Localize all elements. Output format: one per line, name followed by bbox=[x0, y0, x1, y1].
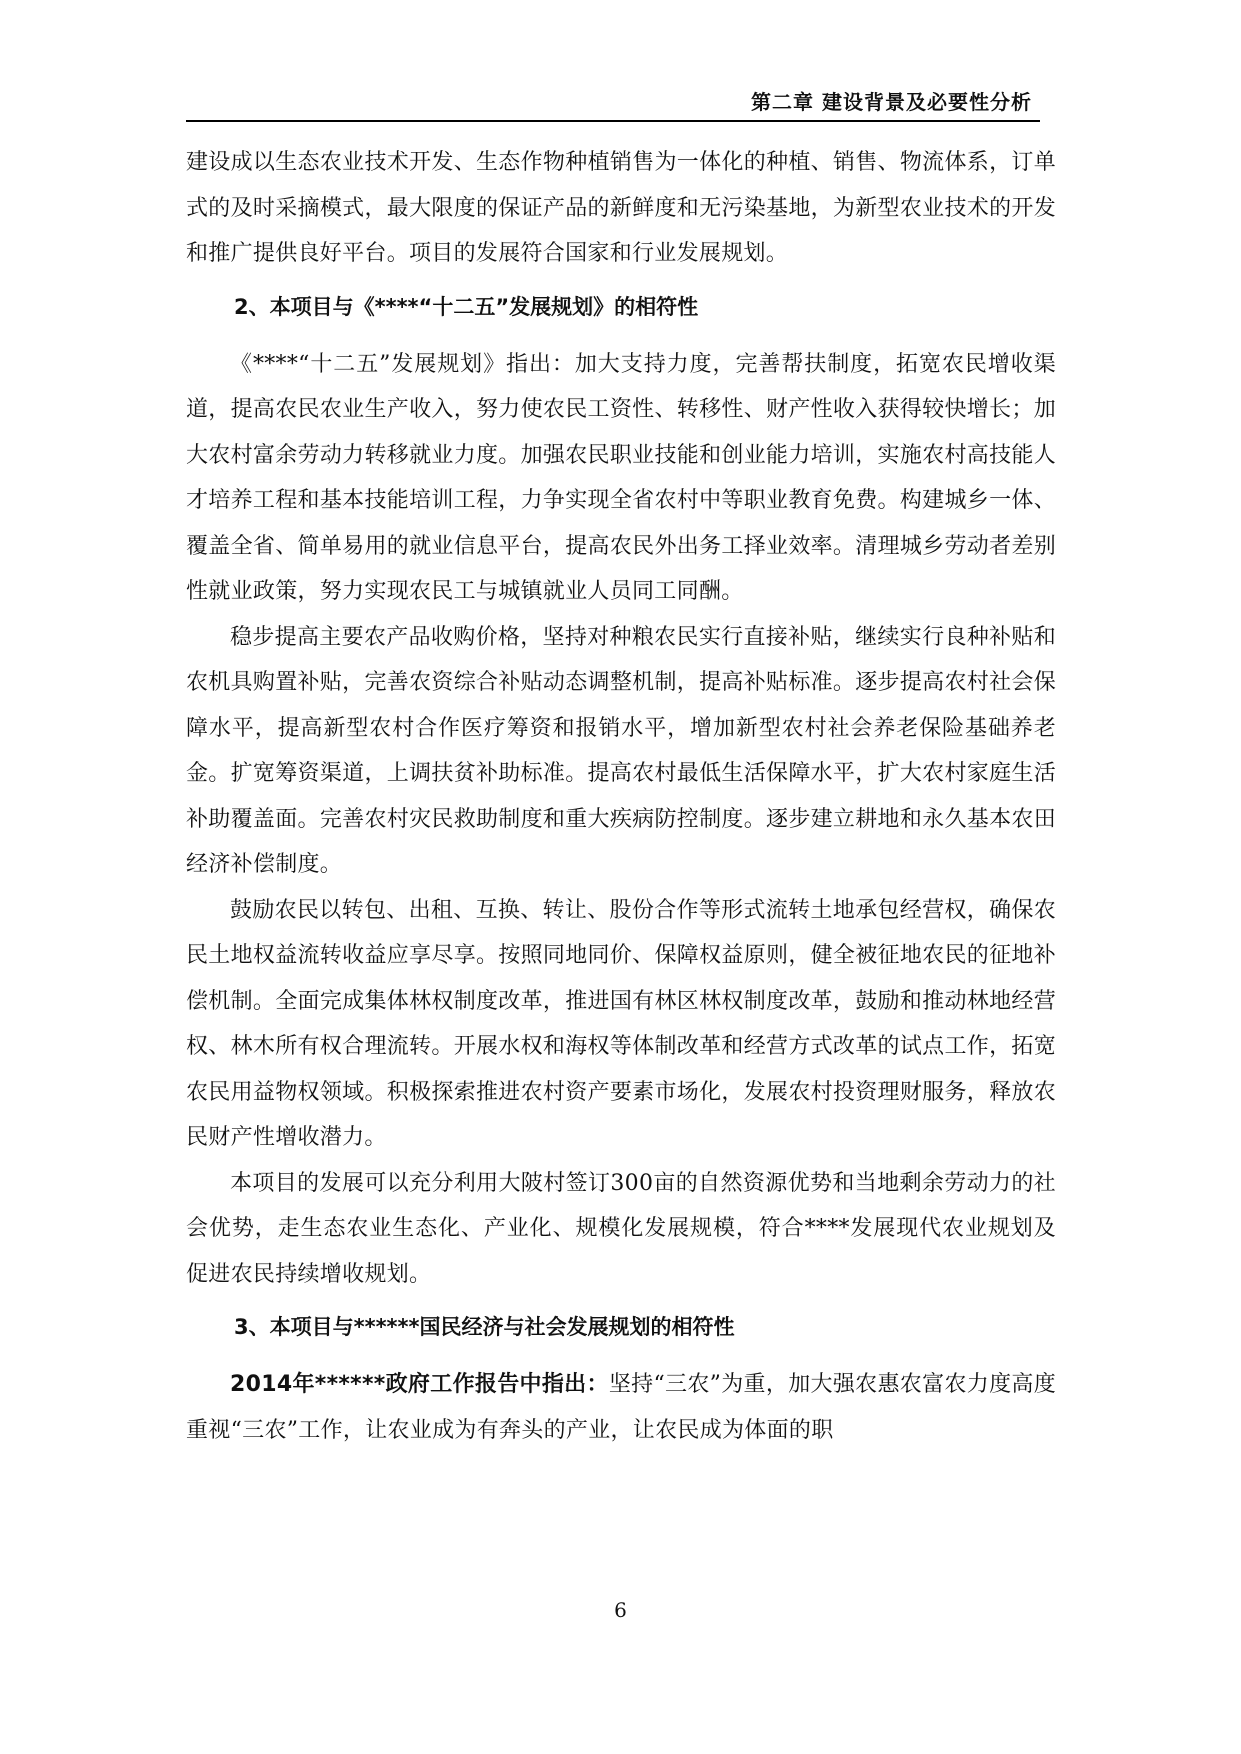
section-2-paragraph-2: 稳步提高主要农产品收购价格，坚持对种粮农民实行直接补贴，继续实行良种补贴和农机具购置补贴，完善农资综合补贴动态调整机制，提高补贴标准。逐步提高农村社会保障水平，提高新型农村合作医疗筹资和报销水平，增加新型农村社会养老保险基础养老金。扩宽筹资渠道，上调扶贫补助标准。提高农村最低生活保障水平，扩大农村家庭生活补助覆盖面。完善农村灾民救助制度和重大疾病防控制度。逐步建立耕地和永久基本农田经济补偿制度。 bbox=[186, 624, 1056, 877]
chapter-title: 第二章 建设背景及必要性分析 bbox=[751, 90, 1032, 114]
section-3-text: 坚持“三农”为重，加大强农惠农富农力度高度重视“三农”工作，让农业成为有奔头的产业，让农民成为体面的职 bbox=[186, 1372, 1057, 1443]
section-2-paragraph-3: 鼓励农民以转包、出租、互换、转让、股份合作等形式流转土地承包经营权，确保农民土地权益流转收益应享尽享。按照同地同价、保障权益原则，健全被征地农民的征地补偿机制。全面完成集体林权制度改革，推进国有林区林权制度改革，鼓励和推动林地经营权、林木所有权合理流转。开展水权和海权等体制改革和经营方式改革的试点工作，拓宽农民用益物权领域。积极探索推进农村资产要素市场化，发展农村投资理财服务，释放农民财产性增收潜力。 bbox=[186, 897, 1056, 1150]
section-3-lead: 2014年******政府工作报告中指出： bbox=[230, 1372, 609, 1397]
section-3-paragraph bbox=[186, 1362, 1056, 1453]
section-3-heading: 3、本项目与******国民经济与社会发展规划的相符性 bbox=[234, 1315, 735, 1339]
section-2-paragraph-4: 本项目的发展可以充分利用大陂村签订300亩的自然资源优势和当地剩余劳动力的社会优势，走生态农业生态化、产业化、规模化发展规模，符合****发展现代农业规划及促进农民持续增收规划。 bbox=[186, 1170, 1056, 1287]
section-2-paragraph-1: 《****“十二五”发展规划》指出：加大支持力度，完善帮扶制度，拓宽农民增收渠道，提高农民农业生产收入，努力使农民工资性、转移性、财产性收入获得较快增长；加大农村富余劳动力转移就业力度。加强农民职业技能和创业能力培训，实施农村高技能人才培养工程和基本技能培训工程，力争实现全省农村中等职业教育免费。构建城乡一体、覆盖全省、简单易用的就业信息平台，提高农民外出务工择业效率。清理城乡劳动者差别性就业政策，努力实现农民工与城镇就业人员同工同酬。 bbox=[186, 351, 1056, 604]
section-2-heading: 2、本项目与《****“十二五”发展规划》的相符性 bbox=[234, 294, 699, 319]
intro-paragraph: 建设成以生态农业技术开发、生态作物种植销售为一体化的种植、销售、物流体系，订单式的及时采摘模式，最大限度的保证产品的新鲜度和无污染基地，为新型农业技术的开发和推广提供良好平台。项目的发展符合国家和行业发展规划。 bbox=[186, 150, 1056, 266]
document-body bbox=[186, 140, 1056, 1453]
page-number: 6 bbox=[614, 1598, 627, 1622]
page-header bbox=[186, 86, 1040, 122]
